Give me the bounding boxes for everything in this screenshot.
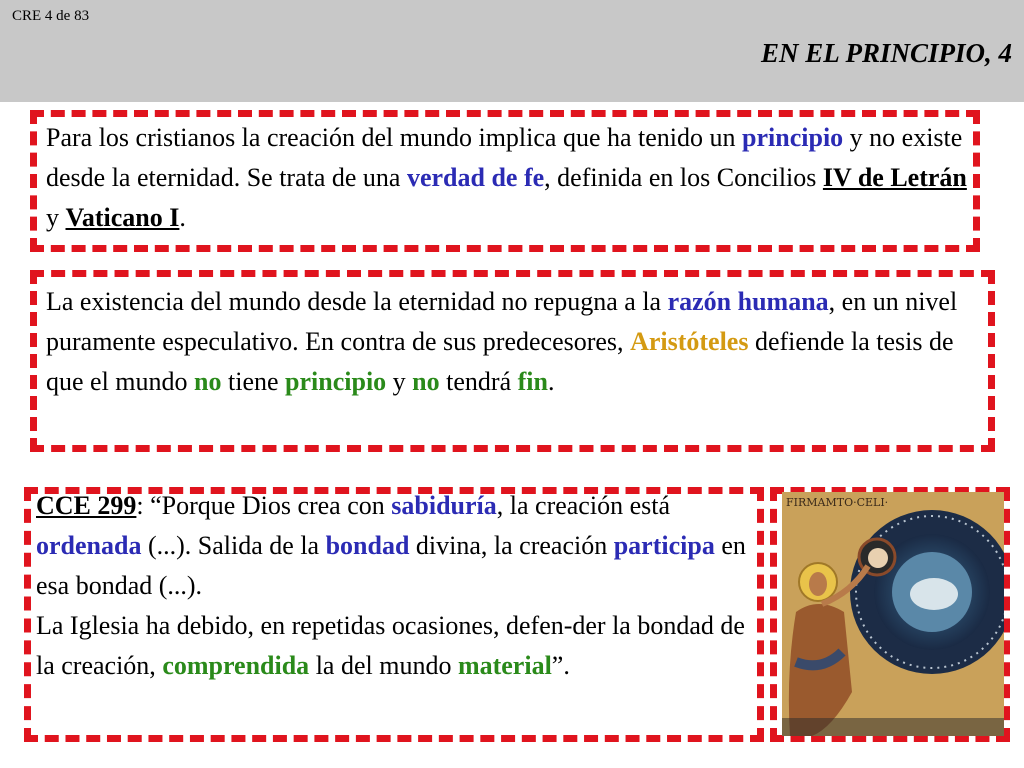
highlight-fin: fin xyxy=(517,367,548,396)
text-run: , en un nivel puramente especulativo. En contra de sus predecesores, xyxy=(46,287,958,356)
text-run: (...). Salida de la xyxy=(141,531,326,560)
text-run: La existencia del mundo desde la eternidad no repugna a la xyxy=(46,287,668,316)
text-run: en esa bondad (...). xyxy=(36,531,746,600)
link-cce-299[interactable]: CCE 299 xyxy=(36,491,137,520)
link-vaticano-i[interactable]: Vaticano I xyxy=(65,203,180,232)
highlight-comprendida: comprendida xyxy=(162,651,310,680)
text-run: divina, la creación xyxy=(409,531,614,560)
text-run: y no existe desde la eternidad. Se trata de una xyxy=(46,123,963,192)
text-run: tiene xyxy=(221,367,286,396)
highlight-participa: participa xyxy=(613,531,715,560)
highlight-material: material xyxy=(457,651,552,680)
highlight-aristoteles: Aristóteles xyxy=(630,327,749,356)
center-light xyxy=(910,578,958,610)
paragraph-eternity-of-world xyxy=(46,282,986,402)
mosaic-caption: FIRMAMTO·CELI· xyxy=(786,496,889,509)
highlight-no: no xyxy=(194,367,222,396)
text-run: y xyxy=(46,203,66,232)
highlight-principio: principio xyxy=(742,123,844,152)
slide-counter: CRE 4 de 83 xyxy=(12,8,90,24)
highlight-ordenada: ordenada xyxy=(36,531,142,560)
text-run: , la creación está xyxy=(496,491,670,520)
text-run: la del mundo xyxy=(309,651,458,680)
text-run: ”. xyxy=(551,651,570,680)
text-run: : “Porque Dios crea con xyxy=(136,491,392,520)
highlight-principio: principio xyxy=(285,367,387,396)
figure-head xyxy=(809,572,827,596)
paragraph-creation-principle xyxy=(46,118,976,238)
highlight-bondad: bondad xyxy=(325,531,410,560)
link-iv-de-letran[interactable]: IV de Letrán xyxy=(822,163,967,192)
creation-mosaic-image xyxy=(782,492,1004,736)
text-run: y xyxy=(386,367,413,396)
slide-title: EN EL PRINCIPIO, 4 xyxy=(760,38,1012,68)
text-run: . xyxy=(179,203,186,232)
text-run: defiende la tesis de que el mundo xyxy=(46,327,954,396)
text-run: , definida en los Concilios xyxy=(544,163,823,192)
text-run: . xyxy=(547,367,555,396)
highlight-no: no xyxy=(412,367,440,396)
text-run: Para los cristianos la creación del mundo implica que ha tenido un xyxy=(46,123,743,152)
text-run: La Iglesia ha debido, en repetidas ocasiones, defen-der la bondad de la creación, xyxy=(36,611,745,680)
highlight-razon-humana: razón humana xyxy=(667,287,829,316)
highlight-verdad-de-fe: verdad de fe xyxy=(406,163,545,192)
highlight-sabiduria: sabiduría xyxy=(391,491,497,520)
sun-face xyxy=(868,548,888,568)
text-run: tendrá xyxy=(439,367,518,396)
paragraph-cce-299 xyxy=(36,486,761,686)
slide-header xyxy=(0,0,1024,102)
mosaic-base xyxy=(782,718,1004,736)
